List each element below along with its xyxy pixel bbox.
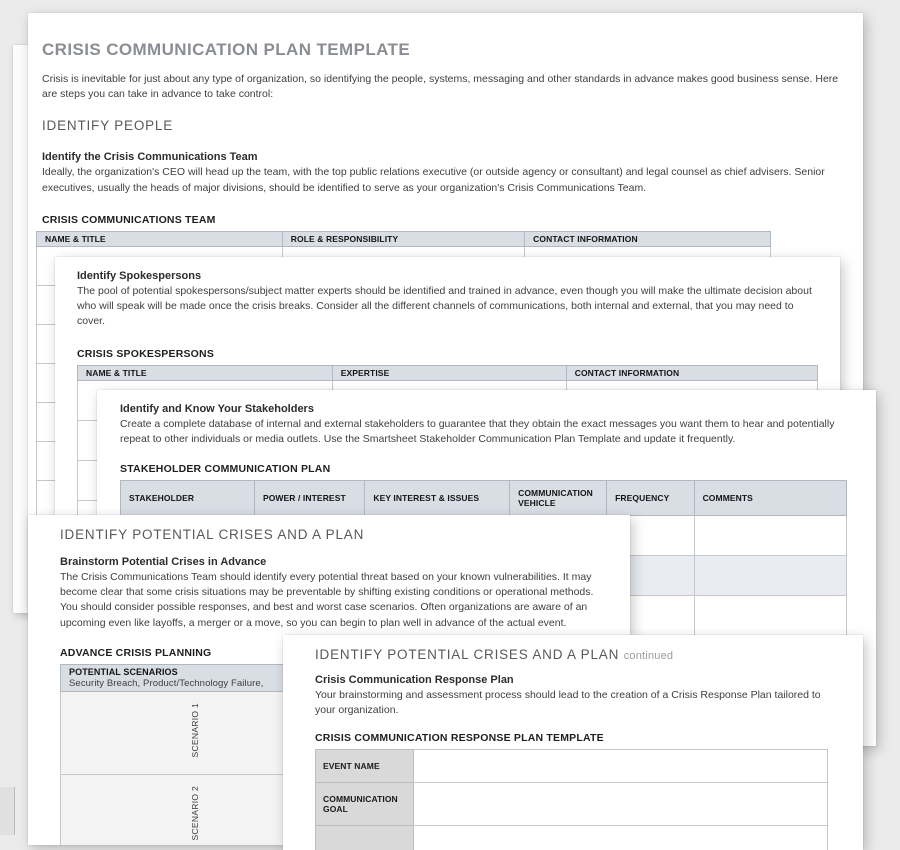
table-header-row	[78, 365, 818, 380]
crisis-team-paragraph: Ideally, the organization's CEO will head up the team, with the top public relations executive (or outside agency or consultant) and legal counsel as chief advisers. Senior executives, usually the heads of major divisions, should be identified to serve as your organization's Crisis Communications Team.	[42, 166, 825, 194]
subheading-identify-spokespersons: Identify Spokespersons	[77, 270, 202, 282]
section-heading-identify-people: IDENTIFY PEOPLE	[42, 118, 174, 134]
row-label-communication-goal: COMMUNICATION GOAL	[316, 783, 414, 826]
blank-entry-cell	[414, 826, 828, 850]
empty-table-cell	[694, 516, 846, 556]
spokespersons-paragraph: The pool of potential spokespersons/subject matter experts should be identified and trained in advance, even though you will make the ultimate decision about who will speak will be made once the crisis breaks. Consider all the different channels of communications, both internal and external, that you may need to cover.	[77, 285, 812, 328]
table-header-row	[37, 231, 771, 246]
page-identify-potential-crises-continued	[283, 635, 863, 850]
column-header: NAME & TITLE	[37, 231, 283, 246]
column-header: POWER / INTEREST	[254, 481, 364, 516]
column-header: NAME & TITLE	[78, 365, 333, 380]
section-heading-identify-potential-crises-continued	[315, 647, 831, 662]
column-header: CONTACT INFORMATION	[525, 231, 771, 246]
table-header-row	[121, 481, 847, 516]
column-header: ROLE & RESPONSIBILITY	[282, 231, 524, 246]
subheading-response-plan: Crisis Communication Response Plan	[315, 674, 514, 686]
event-name-entry-cell	[414, 750, 828, 783]
brainstorm-paragraph: The Crisis Communications Team should identify every potential threat based on your known vulnerabilities. It may become clear that some crisis situations may be preventable by shifting existing conditions or operational methods. You should consider possible responses, and best and worst case scenarios. Often organizations are aware of an upcoming even like layoffs, a merger or a move, so you can begin to plan well in advance of the actual event.	[60, 571, 594, 629]
subheading-know-your-stakeholders: Identify and Know Your Stakeholders	[120, 403, 314, 415]
intro-paragraph: Crisis is inevitable for just about any type of organization, so identifying the people, systems, messaging and other standards in advance makes good business sense. Here are steps you can take in advance to take control:	[42, 73, 839, 101]
row-label-event-name: EVENT NAME	[316, 750, 414, 783]
table-title-advance-crisis-planning: ADVANCE CRISIS PLANNING	[60, 646, 212, 659]
subheading-crisis-team: Identify the Crisis Communications Team	[42, 151, 258, 164]
column-header: CONTACT INFORMATION	[566, 365, 817, 380]
column-header: STAKEHOLDER	[121, 481, 255, 516]
table-title-crisis-spokespersons: CRISIS SPOKESPERSONS	[77, 347, 215, 360]
table-title-response-plan-template: CRISIS COMMUNICATION RESPONSE PLAN TEMPLATE	[315, 732, 604, 745]
table-title-stakeholder-communication-plan: STAKEHOLDER COMMUNICATION PLAN	[120, 463, 331, 476]
subheading-brainstorm-crises: Brainstorm Potential Crises in Advance	[60, 556, 267, 568]
column-header: KEY INTEREST & ISSUES	[365, 481, 510, 516]
empty-table-cell	[694, 596, 846, 636]
empty-table-cell	[694, 556, 846, 596]
sheet-corner-bottom-left	[0, 787, 15, 835]
column-header: COMMUNICATION VEHICLE	[510, 481, 607, 516]
table-title-crisis-communications-team: CRISIS COMMUNICATIONS TEAM	[42, 213, 216, 226]
table-row-communication-goal	[316, 783, 828, 826]
column-header: FREQUENCY	[607, 481, 694, 516]
column-header: COMMENTS	[694, 481, 846, 516]
document-title: CRISIS COMMUNICATION PLAN TEMPLATE	[42, 40, 411, 59]
table-row-blank	[316, 826, 828, 850]
section-heading-identify-potential-crises: IDENTIFY POTENTIAL CRISES AND A PLAN	[60, 527, 365, 542]
row-label-text: SCENARIO 1	[190, 703, 201, 758]
heading-text: IDENTIFY POTENTIAL CRISES AND A PLAN	[315, 647, 620, 662]
response-plan-paragraph: Your brainstorming and assessment process should lead to the creation of a Crisis Response Plan tailored to your organization.	[315, 689, 821, 717]
stakeholders-paragraph: Create a complete database of internal and external stakeholders to guarantee that they obtain the exact messages you want them to hear and potentially repeat to other individuals or media outlets. Use the Smartsheet Stakeholder Communication Plan Template and update it frequently.	[120, 418, 835, 446]
table-row-event-name	[316, 750, 828, 783]
row-label-text: SCENARIO 2	[190, 786, 201, 841]
row-label-blank	[316, 826, 414, 850]
header-title: POTENTIAL SCENARIOS	[69, 666, 178, 677]
continued-label: continued	[623, 650, 674, 662]
communication-goal-entry-cell	[414, 783, 828, 826]
header-subtext: Security Breach, Product/Technology Failure,	[69, 677, 264, 689]
column-header: EXPERTISE	[332, 365, 566, 380]
